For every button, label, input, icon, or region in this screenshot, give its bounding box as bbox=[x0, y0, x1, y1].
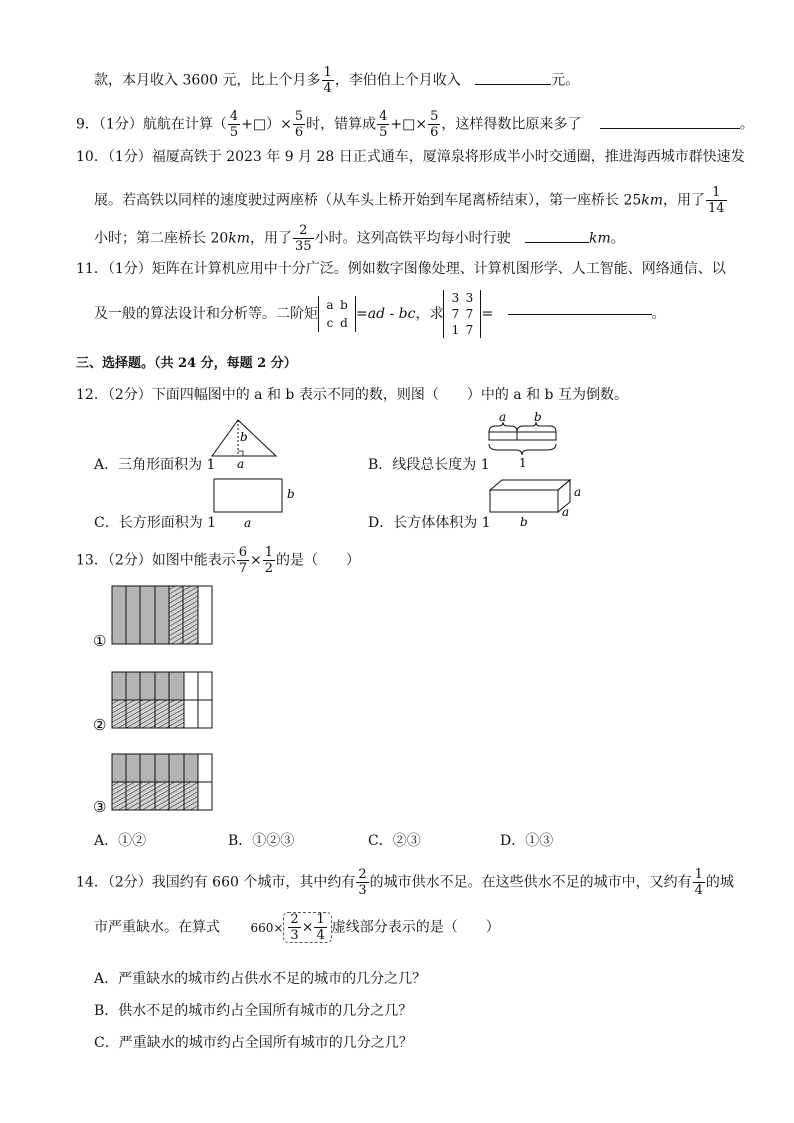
fraction-diagrams bbox=[90, 584, 230, 814]
question-10-line1: 10．（1分）福厦高铁于 2023 年 9 月 28 日正式通车，厦漳泉将形成半小时交通圈，推进海西城市群快速发 bbox=[76, 149, 745, 165]
q13-option-d[interactable]: D．①③ bbox=[500, 833, 554, 849]
q12-option-a[interactable]: A．三角形面积为 1 bbox=[94, 457, 216, 473]
figure-1 bbox=[93, 586, 212, 650]
answer-blank[interactable] bbox=[508, 313, 652, 315]
fraction: $\frac{5}{6}$ bbox=[430, 109, 439, 140]
svg-text:③: ③ bbox=[93, 798, 107, 816]
label-a: a bbox=[499, 410, 507, 424]
dashed-box: $\frac{2}{3}$ × $\frac{1}{4}$ bbox=[283, 912, 331, 943]
fraction: $\frac{2}{35}$ bbox=[295, 223, 312, 254]
question-14-line2: 市严重缺水。在算式 660× $\frac{2}{3}$ × $\frac{1}{4}$ 虚线部分表示的是（ ） bbox=[94, 912, 500, 943]
fraction: $\frac{1}{2}$ bbox=[264, 545, 274, 576]
q13-option-c[interactable]: C．②③ bbox=[368, 833, 421, 849]
rectangle-figure bbox=[212, 477, 302, 529]
label-b: b bbox=[534, 410, 542, 424]
answer-blank[interactable] bbox=[525, 241, 589, 243]
question-9: 9．（1分）航航在计算（ $\frac{4}{5}$ +□）× $\frac{5}{6}$ 时，错算成 $\frac{4}{5}$ +□× $\frac{5}{6}$ ，这样得数比原来多了 。 bbox=[76, 109, 754, 140]
q12-option-d[interactable]: D．长方体体积为 1 bbox=[368, 515, 491, 531]
q13-option-a[interactable]: A．①② bbox=[94, 833, 147, 849]
question-13-stem: 13．（2分）如图中能表示 $\frac{6}{7}$ × $\frac{1}{2}$ 的是（ ） bbox=[76, 545, 361, 576]
q13-option-b[interactable]: B．①②③ bbox=[228, 833, 295, 849]
answer-blank[interactable] bbox=[475, 83, 551, 85]
cuboid-figure bbox=[488, 478, 588, 530]
q14-option-c[interactable]: C．严重缺水的城市约占全国所有城市的几分之几？ bbox=[94, 1035, 413, 1051]
label-b: b bbox=[520, 515, 528, 529]
matrix-numbers: 3 3 7 7 1 7 bbox=[443, 290, 481, 338]
question-12-stem: 12．（2分）下面四幅图中的 a 和 b 表示不同的数，则图（ ）中的 a 和 b 互为倒数。 bbox=[76, 387, 628, 403]
question-11-line1: 11．（1分）矩阵在计算机应用中十分广泛。例如数字图像处理、计算机图形学、人工智能、网络通信、以 bbox=[76, 261, 726, 277]
question-10-line3: 小时；第二座桥长 20km，用了 $\frac{2}{35}$ 小时。这列高铁平均每小时行驶 km。 bbox=[94, 223, 625, 254]
triangle-figure bbox=[210, 418, 280, 470]
answer-blank[interactable] bbox=[600, 127, 740, 129]
q8-line: 款，本月收入 3600 元，比上个月多 $\frac{1}{4}$ ，李伯伯上个月收入 元。 bbox=[94, 65, 580, 96]
q12-option-b[interactable]: B．线段总长度为 1 bbox=[368, 457, 490, 473]
fraction: $\frac{1}{14}$ bbox=[708, 185, 725, 216]
fraction: $\frac{4}{5}$ bbox=[379, 109, 388, 140]
q14-option-a[interactable]: A．严重缺水的城市约占供水不足的城市的几分之几？ bbox=[94, 971, 427, 987]
segment-figure bbox=[486, 410, 566, 470]
fraction: $\frac{5}{6}$ bbox=[294, 109, 304, 140]
q14-option-b[interactable]: B．供水不足的城市约占全国所有城市的几分之几？ bbox=[94, 1003, 413, 1019]
q12-option-c[interactable]: C．长方形面积为 1 bbox=[94, 515, 217, 531]
question-10-line2: 展。若高铁以同样的速度驶过两座桥（从车头上桥开始到车尾离桥结束），第一座桥长 25km，用了 $\frac{1}{14}$ bbox=[94, 185, 725, 216]
fraction: $\frac{6}{7}$ bbox=[238, 545, 248, 576]
label-a: a bbox=[244, 516, 252, 530]
label-a: a bbox=[237, 457, 245, 471]
matrix-abcd: a b c d bbox=[318, 296, 356, 332]
label-b: b bbox=[240, 430, 248, 444]
question-11-line2: 及一般的算法设计和分析等。二阶矩a b c d=ad - bc，求3 3 7 7 1 7= 。 bbox=[94, 291, 666, 337]
fraction: $\frac{1}{4}$ bbox=[694, 867, 703, 898]
question-14-line1: 14．（2分）我国约有 660 个城市，其中约有 $\frac{2}{3}$ 的城市供水不足。在这些供水不足的城市中，又约有 $\frac{1}{4}$ 的城 bbox=[76, 867, 734, 898]
fraction: $\frac{1}{4}$ bbox=[323, 65, 332, 96]
fraction: $\frac{4}{5}$ bbox=[229, 109, 239, 140]
label-a: a bbox=[562, 505, 570, 519]
svg-text:②: ② bbox=[93, 716, 107, 734]
fraction: $\frac{2}{3}$ bbox=[358, 867, 367, 898]
section-title: 三、选择题。（共 24 分，每题 2 分） bbox=[76, 356, 297, 371]
label-b: b bbox=[287, 487, 295, 501]
label-1: 1 bbox=[519, 456, 527, 470]
figure-2 bbox=[93, 672, 212, 734]
label-a: a bbox=[574, 485, 582, 499]
figure-3 bbox=[93, 754, 212, 816]
svg-text:①: ① bbox=[93, 632, 107, 650]
